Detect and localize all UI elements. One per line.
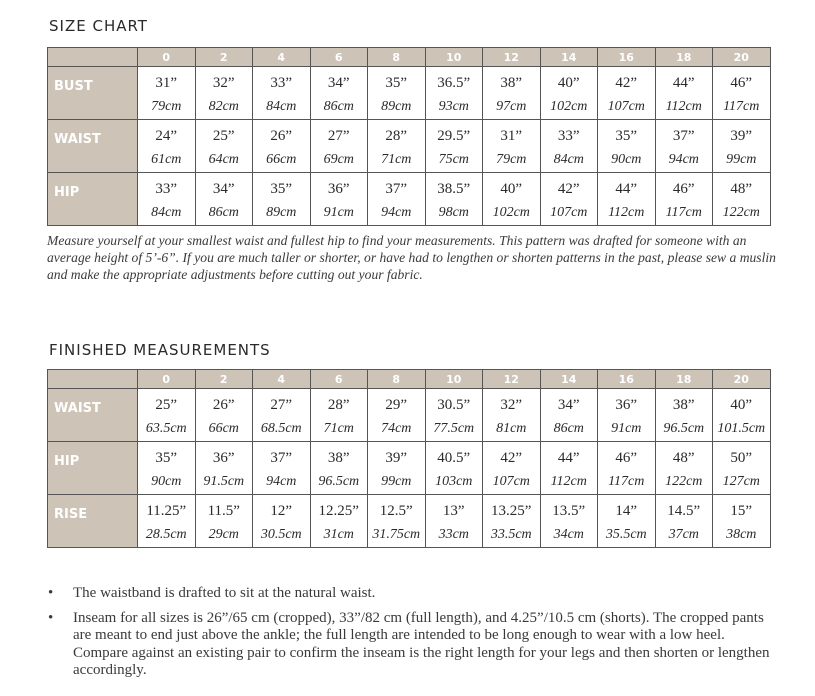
cm-value: 112cm: [540, 469, 598, 495]
finished-measurements-table: [47, 369, 771, 548]
inch-value: 35”: [368, 67, 426, 95]
inch-value: 25”: [195, 120, 253, 148]
inch-value: 36”: [310, 173, 368, 201]
inch-value: 42”: [540, 173, 598, 201]
cm-value: 89cm: [368, 94, 426, 120]
size-header: 6: [310, 370, 368, 389]
size-header: 20: [713, 48, 771, 67]
inch-value: 40”: [483, 173, 541, 201]
cm-value: 91cm: [598, 416, 656, 442]
size-header: 2: [195, 48, 253, 67]
cm-value: 117cm: [713, 94, 771, 120]
measurement-row-bust: [48, 67, 771, 95]
inch-value: 46”: [655, 173, 713, 201]
cm-value: 64cm: [195, 147, 253, 173]
cm-value: 96.5cm: [655, 416, 713, 442]
measurement-row-cm: [48, 522, 771, 548]
row-label: BUST: [48, 67, 138, 120]
row-label: WAIST: [48, 120, 138, 173]
inch-value: 33”: [253, 67, 311, 95]
inch-value: 11.25”: [138, 495, 196, 523]
inch-value: 39”: [368, 442, 426, 470]
cm-value: 66cm: [253, 147, 311, 173]
measurement-row-cm: [48, 147, 771, 173]
inch-value: 44”: [655, 67, 713, 95]
cm-value: 101.5cm: [713, 416, 771, 442]
cm-value: 89cm: [253, 200, 311, 226]
measurement-row-cm: [48, 200, 771, 226]
cm-value: 38cm: [713, 522, 771, 548]
cm-value: 94cm: [655, 147, 713, 173]
cm-value: 68.5cm: [253, 416, 311, 442]
inch-value: 36”: [598, 389, 656, 417]
inch-value: 39”: [713, 120, 771, 148]
size-header: 14: [540, 48, 598, 67]
note-item: [47, 610, 772, 680]
size-header: 8: [368, 48, 426, 67]
cm-value: 93cm: [425, 94, 483, 120]
size-header-row: [48, 370, 771, 389]
inch-value: 48”: [655, 442, 713, 470]
inch-value: 36.5”: [425, 67, 483, 95]
size-header: 18: [655, 370, 713, 389]
cm-value: 94cm: [253, 469, 311, 495]
inch-value: 40”: [713, 389, 771, 417]
measurement-row-cm: [48, 469, 771, 495]
header-corner: [48, 48, 138, 67]
cm-value: 84cm: [253, 94, 311, 120]
inch-value: 26”: [195, 389, 253, 417]
bullet-marker: •: [48, 609, 54, 626]
size-header: 14: [540, 370, 598, 389]
measurement-row-cm: [48, 416, 771, 442]
size-header: 4: [253, 48, 311, 67]
inch-value: 26”: [253, 120, 311, 148]
inch-value: 29.5”: [425, 120, 483, 148]
cm-value: 102cm: [540, 94, 598, 120]
cm-value: 33.5cm: [483, 522, 541, 548]
cm-value: 79cm: [483, 147, 541, 173]
inch-value: 38”: [483, 67, 541, 95]
inch-value: 44”: [540, 442, 598, 470]
inch-value: 12.25”: [310, 495, 368, 523]
inch-value: 32”: [195, 67, 253, 95]
inch-value: 35”: [138, 442, 196, 470]
inch-value: 28”: [310, 389, 368, 417]
inch-value: 50”: [713, 442, 771, 470]
cm-value: 71cm: [368, 147, 426, 173]
inch-value: 27”: [310, 120, 368, 148]
cm-value: 61cm: [138, 147, 196, 173]
measurement-row-waist: [48, 120, 771, 148]
cm-value: 96.5cm: [310, 469, 368, 495]
cm-value: 86cm: [195, 200, 253, 226]
inch-value: 34”: [195, 173, 253, 201]
inch-value: 34”: [310, 67, 368, 95]
row-label: HIP: [48, 442, 138, 495]
measurement-row-waist: [48, 389, 771, 417]
size-header: 16: [598, 48, 656, 67]
cm-value: 31cm: [310, 522, 368, 548]
inch-value: 31”: [483, 120, 541, 148]
size-header: 2: [195, 370, 253, 389]
row-label: HIP: [48, 173, 138, 226]
inch-value: 13”: [425, 495, 483, 523]
measurement-row-rise: [48, 495, 771, 523]
size-header: 10: [425, 48, 483, 67]
cm-value: 84cm: [540, 147, 598, 173]
cm-value: 107cm: [540, 200, 598, 226]
size-header: 18: [655, 48, 713, 67]
size-chart-table: [47, 47, 771, 226]
cm-value: 117cm: [655, 200, 713, 226]
inch-value: 44”: [598, 173, 656, 201]
row-label: RISE: [48, 495, 138, 548]
size-header: 20: [713, 370, 771, 389]
cm-value: 34cm: [540, 522, 598, 548]
inch-value: 37”: [253, 442, 311, 470]
measurement-row-cm: [48, 94, 771, 120]
size-header: 12: [483, 48, 541, 67]
note-text: Inseam for all sizes is 26”/65 cm (cropped), 33”/82 cm (full length), and 4.25”/10.5 cm (shorts). The cropped pants are meant to end just above the ankle; the full length are intended to be long enough to wear with a low heel. Compare against an existing pair to confirm the inseam is the right length for your legs and then shorten or lengthen accordingly.: [73, 609, 770, 678]
note-item: [47, 585, 772, 603]
cm-value: 37cm: [655, 522, 713, 548]
inch-value: 42”: [483, 442, 541, 470]
inch-value: 15”: [713, 495, 771, 523]
cm-value: 122cm: [713, 200, 771, 226]
inch-value: 13.5”: [540, 495, 598, 523]
inch-value: 46”: [713, 67, 771, 95]
cm-value: 35.5cm: [598, 522, 656, 548]
cm-value: 86cm: [310, 94, 368, 120]
inch-value: 42”: [598, 67, 656, 95]
header-corner: [48, 370, 138, 389]
size-header-row: [48, 48, 771, 67]
cm-value: 66cm: [195, 416, 253, 442]
inch-value: 40”: [540, 67, 598, 95]
cm-value: 28.5cm: [138, 522, 196, 548]
cm-value: 90cm: [598, 147, 656, 173]
inch-value: 31”: [138, 67, 196, 95]
measurement-row-hip: [48, 173, 771, 201]
inch-value: 37”: [655, 120, 713, 148]
cm-value: 127cm: [713, 469, 771, 495]
inch-value: 38”: [310, 442, 368, 470]
finished-measurements-title: FINISHED MEASUREMENTS: [49, 341, 271, 359]
cm-value: 99cm: [368, 469, 426, 495]
inch-value: 37”: [368, 173, 426, 201]
inch-value: 38.5”: [425, 173, 483, 201]
cm-value: 122cm: [655, 469, 713, 495]
inch-value: 32”: [483, 389, 541, 417]
inch-value: 30.5”: [425, 389, 483, 417]
inch-value: 48”: [713, 173, 771, 201]
cm-value: 117cm: [598, 469, 656, 495]
cm-value: 29cm: [195, 522, 253, 548]
cm-value: 112cm: [598, 200, 656, 226]
cm-value: 86cm: [540, 416, 598, 442]
size-header: 16: [598, 370, 656, 389]
cm-value: 97cm: [483, 94, 541, 120]
size-chart-note: Measure yourself at your smallest waist and fullest hip to find your measurements. This pattern was drafted for someone with an average height of 5’-6”. If you are much taller or shorter, or have had to lengthen or shorten patterns in the past, please sew a muslin and make the appropriate adjustments before cutting out your fabric.: [47, 233, 776, 282]
inch-value: 36”: [195, 442, 253, 470]
cm-value: 30.5cm: [253, 522, 311, 548]
cm-value: 90cm: [138, 469, 196, 495]
cm-value: 84cm: [138, 200, 196, 226]
cm-value: 98cm: [425, 200, 483, 226]
inch-value: 14.5”: [655, 495, 713, 523]
row-label: WAIST: [48, 389, 138, 442]
inch-value: 27”: [253, 389, 311, 417]
inch-value: 24”: [138, 120, 196, 148]
cm-value: 94cm: [368, 200, 426, 226]
size-header: 8: [368, 370, 426, 389]
size-chart-title: SIZE CHART: [49, 17, 148, 35]
cm-value: 99cm: [713, 147, 771, 173]
cm-value: 112cm: [655, 94, 713, 120]
size-header: 10: [425, 370, 483, 389]
inch-value: 38”: [655, 389, 713, 417]
cm-value: 75cm: [425, 147, 483, 173]
inch-value: 40.5”: [425, 442, 483, 470]
cm-value: 31.75cm: [368, 522, 426, 548]
notes-list: [47, 585, 772, 687]
inch-value: 46”: [598, 442, 656, 470]
inch-value: 33”: [138, 173, 196, 201]
note-text: The waistband is drafted to sit at the natural waist.: [73, 585, 376, 601]
inch-value: 14”: [598, 495, 656, 523]
size-header: 0: [138, 48, 196, 67]
cm-value: 69cm: [310, 147, 368, 173]
inch-value: 11.5”: [195, 495, 253, 523]
cm-value: 91cm: [310, 200, 368, 226]
size-header: 4: [253, 370, 311, 389]
inch-value: 35”: [598, 120, 656, 148]
size-header: 12: [483, 370, 541, 389]
inch-value: 12”: [253, 495, 311, 523]
cm-value: 79cm: [138, 94, 196, 120]
cm-value: 103cm: [425, 469, 483, 495]
size-header: 6: [310, 48, 368, 67]
cm-value: 63.5cm: [138, 416, 196, 442]
inch-value: 35”: [253, 173, 311, 201]
inch-value: 25”: [138, 389, 196, 417]
inch-value: 13.25”: [483, 495, 541, 523]
cm-value: 102cm: [483, 200, 541, 226]
cm-value: 91.5cm: [195, 469, 253, 495]
cm-value: 107cm: [483, 469, 541, 495]
cm-value: 33cm: [425, 522, 483, 548]
cm-value: 71cm: [310, 416, 368, 442]
measurement-row-hip: [48, 442, 771, 470]
inch-value: 29”: [368, 389, 426, 417]
cm-value: 74cm: [368, 416, 426, 442]
inch-value: 12.5”: [368, 495, 426, 523]
size-header: 0: [138, 370, 196, 389]
cm-value: 82cm: [195, 94, 253, 120]
bullet-marker: •: [48, 585, 54, 601]
cm-value: 107cm: [598, 94, 656, 120]
inch-value: 33”: [540, 120, 598, 148]
cm-value: 81cm: [483, 416, 541, 442]
cm-value: 77.5cm: [425, 416, 483, 442]
inch-value: 34”: [540, 389, 598, 417]
inch-value: 28”: [368, 120, 426, 148]
